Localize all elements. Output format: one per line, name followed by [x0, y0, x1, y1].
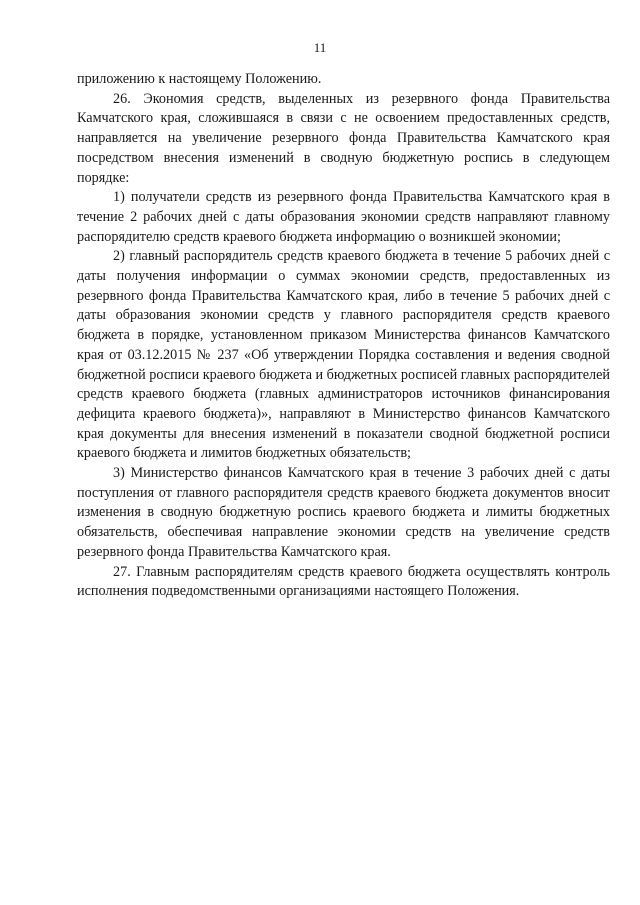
paragraph-continuation: приложению к настоящему Положению.: [77, 71, 322, 87]
document-body: [77, 70, 610, 602]
page-number: 11: [313, 40, 327, 55]
paragraph-item-27: 27. Главным распорядителям средств краевого бюджета осуществлять контроль исполнения подведомственными организациями настоящего Положения.: [77, 563, 610, 600]
paragraph-subitem-2: 2) главный распорядитель средств краевого бюджета в течение 5 рабочих дней с даты получения информации о суммах экономии средств, предоставленных из резервного фонда Правительства Камчатского края, либо в течение 5 рабочих дней с даты образования экономии средств у главного распорядителя средств краевого бюджета в порядке, установленном приказом Министерства финансов Камчатского края от 03.12.2015 № 237 «Об утверждении Порядка составления и ведения сводной бюджетной росписи краевого бюджета и бюджетных росписей главных распорядителей средств краевого бюджета (главных администраторов источников финансирования дефицита краевого бюджета)», направляют в Министерство финансов Камчатского края документы для внесения изменений в показатели сводной бюджетной росписи краевого бюджета и лимитов бюджетных обязательств;: [77, 248, 611, 462]
paragraph-subitem-3: 3) Министерство финансов Камчатского края в течение 3 рабочих дней с даты поступления от главного распорядителя средств краевого бюджета документов вносит изменения в сводную бюджетную роспись краевого бюджета и лимиты бюджетных обязательств, обеспечивая направление экономии средств на увеличение средств резервного фонда Правительства Камчатского края.: [77, 465, 610, 560]
paragraph-subitem-1: 1) получатели средств из резервного фонда Правительства Камчатского края в течение 2 рабочих дней с даты образования экономии средств направляют главному распорядителю средств краевого бюджета информацию о возникшей экономии;: [77, 189, 610, 245]
paragraph-item-26: 26. Экономия средств, выделенных из резервного фонда Правительства Камчатского края, сложившаяся в связи с не освоением предоставленных средств, направляется на увеличение резервного фонда Правительства Камчатского края посредством внесения изменений в сводную бюджетную роспись в следующем порядке:: [77, 90, 610, 186]
